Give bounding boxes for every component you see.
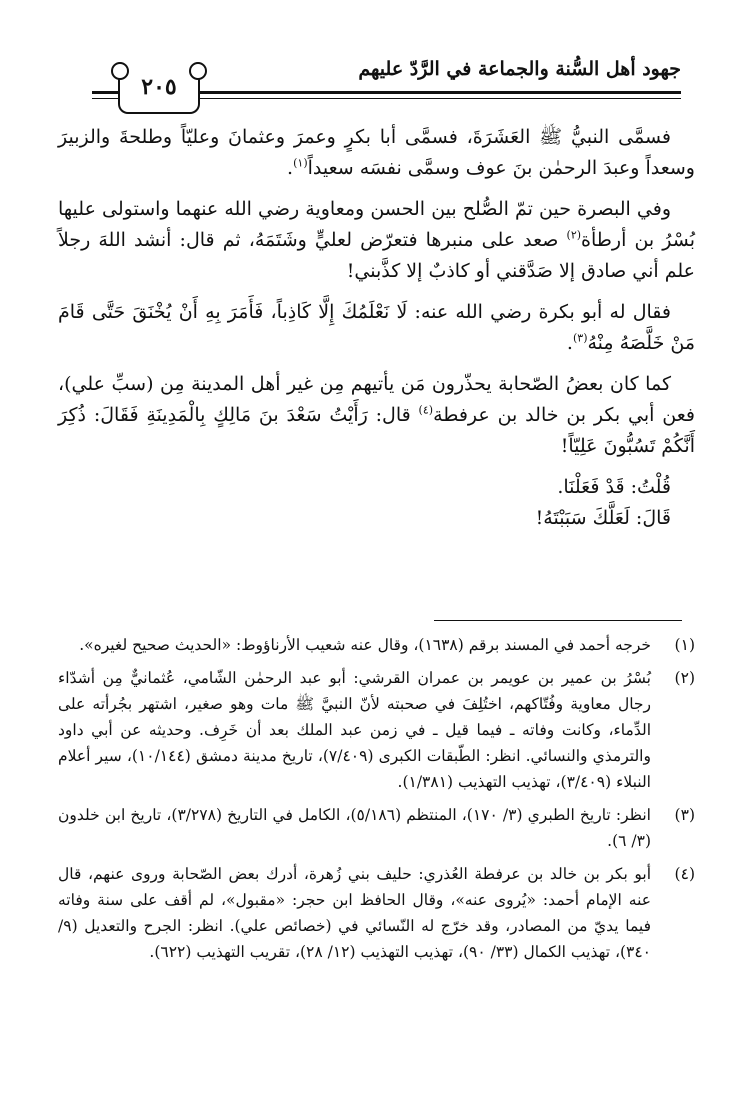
footnote-ref-1[interactable]: (١) <box>293 156 308 170</box>
header-rule-thin <box>200 98 681 99</box>
footnote-2 <box>58 665 695 795</box>
paragraph-4-text-a: كما كان بعضُ الصّحابة يحذّرون مَن يأتيهم مِن غير أهل المدينة مِن (سبِّ علي)، فعن أبي بكر بن خالد بن عرفطة <box>58 373 695 426</box>
paragraph-4-text-b: قال: رَأَيْتُ سَعْدَ بنَ مَالِكٍ بِالْمَدِينَةِ فَقَالَ: ذُكِرَ أَنَّكُمْ تَسُبُّونَ عَلِيّاً! <box>58 404 695 457</box>
paragraph-3-end: . <box>566 332 573 354</box>
footnote-text: انظر: تاريخ الطبري (٣/ ١٧٠)، المنتظم (٥/١٨٦)، الكامل في التاريخ (٣/٢٧٨)، تاريخ ابن خلدون (٣/ ٦). <box>58 806 651 850</box>
footnote-ref-3[interactable]: (٣) <box>572 331 588 345</box>
paragraph-4 <box>58 369 695 462</box>
paragraph-3-text: فقال له أبو بكرة رضي الله عنه: لَا نَعْلَمُكَ إِلَّا كَاذِباً، فَأَمَرَ بِهِ أَنْ يُخْنَقَ حَتَّى قَامَ مَنْ خَلَّصَهُ مِنْهُ <box>58 301 695 354</box>
header-rule-left-thin <box>92 98 120 99</box>
footnote-separator <box>434 620 682 621</box>
paragraph-2 <box>58 194 695 287</box>
header-rule-thick <box>200 91 681 94</box>
dialogue-line-question: قُلْتُ: قَدْ فَعَلْنَا. <box>557 476 671 498</box>
page-number: ٢٠٥ <box>141 74 177 100</box>
footnote-text: أبو بكر بن خالد بن عرفطة العُذري: حليف بني زُهرة، أدرك بعض الصّحابة وروى عنهم، قال عنه الإمام أحمد: «يُروى عنه»، وقال الحافظ ابن حجر: «مقبول»، لم أقف على سنة وفاته فيما يديّ من المصادر، وقد خرّج له النّسائي في (خصائص علي). انظر: الجرح والتعديل (٩/ ٣٤٠)، تهذيب الكمال (٣٣/ ٩٠)، تهذيب التهذيب (١٢/ ٢٨)، تقريب التهذيب (٦٢٢). <box>58 865 651 961</box>
footnote-text: خرجه أحمد في المسند برقم (١٦٣٨)، وقال عنه شعيب الأرناؤوط: «الحديث صحيح لغيره». <box>79 636 651 654</box>
footnote-ref-2[interactable]: (٢) <box>566 228 582 242</box>
footnote-number: (١) <box>674 636 695 654</box>
dialogue-line-answer: قَالَ: لَعَلَّكَ سَبَبْتَهُ! <box>535 507 671 529</box>
paragraph-1 <box>58 122 695 184</box>
paragraph-1-text: فسمَّى النبيُّ ﷺ العَشَرَةَ، فسمَّى أبا بكرٍ وعمرَ وعثمانَ وعليّاً وطلحةَ والزبيرَ وسعداً وعبدَ الرحمٰن بنَ عوف وسمَّى نفسَه سعيداً <box>58 126 695 179</box>
footnote-text: بُسْرُ بن عمير بن عويمر بن عمران القرشي: أبو عبد الرحمٰن الشّامي، عُثمانيٌّ مِن أشدّاء رجال معاوية وفُتّاكهم، اختُلِفَ في صحبته لأنّ النبيَّ ﷺ مات وهو صغير، اشتهر بجُرأته على الدِّماء، وكانت وفاته ـ فيما قيل ـ في زمن عبد الملك بعد أن خَرِف. وحديثه عن أبي داود والترمذي والنسائي. انظر: الطّبقات الكبرى (٧/٤٠٩)، تاريخ مدينة دمشق (١٠/١٤٤)، سير أعلام النبلاء (٣/٤٠٩)، تهذيب التهذيب (١/٣٨١). <box>58 669 651 791</box>
paragraph-2-text-b: صعد على منبرها فتعرّض لعليٍّ وشَتَمَهُ، ثم قال: أنشد اللهَ رجلاً علم أني صادق إلا صَدَّقني أو كاذبٌ إلا كذَّبني! <box>58 229 695 282</box>
footnote-3 <box>58 802 695 854</box>
footnote-ref-4[interactable]: (٤) <box>418 403 434 417</box>
main-text <box>58 122 695 534</box>
header-rule-left-thick <box>92 91 120 94</box>
footnote-number: (٤) <box>674 865 695 883</box>
footnote-1 <box>58 632 695 658</box>
running-header-title: جهود أهل السُّنة والجماعة في الرَّدّ عليهم <box>358 58 681 80</box>
footnotes <box>58 632 695 972</box>
footnote-number: (٣) <box>674 806 695 824</box>
paragraph-1-end: . <box>287 157 294 179</box>
footnote-4 <box>58 861 695 965</box>
paragraph-2-text-a: وفي البصرة حين تمّ الصُّلح بين الحسن ومعاوية رضي الله عنهما واستولى عليها بُسْرُ بن أرطأة <box>58 198 696 251</box>
footnote-number: (٢) <box>674 669 695 687</box>
paragraph-3 <box>58 297 695 359</box>
